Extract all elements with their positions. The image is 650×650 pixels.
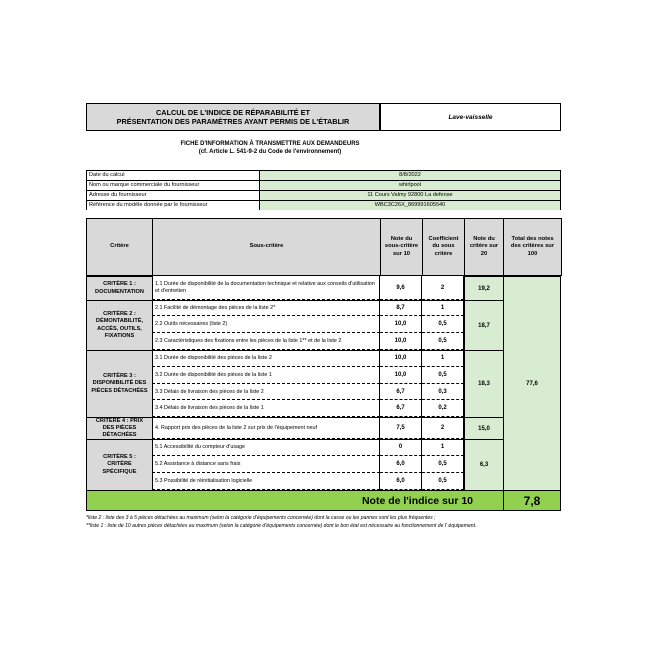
header-total-100: Total des notes des critères sur 100: [503, 218, 562, 276]
group-separator: [152, 417, 464, 418]
sub-criterion-note: 9,6: [380, 276, 422, 300]
sub-criterion-note: 6,0: [380, 473, 422, 490]
criterion-1: CRITÈRE 1 : DOCUMENTATION: [86, 276, 153, 301]
sub-criterion-coefficient: 0,5: [422, 333, 464, 350]
sub-criterion-coefficient: 0,5: [422, 473, 464, 490]
footnote-liste-2: *liste 2 : liste des 3 à 5 pièces détachées au maximum (selon la catégorie d'équipements concernée) dont la casse ou les pannes sont les plus fréquentes ;: [86, 515, 436, 521]
footnotes: [86, 514, 566, 530]
info-row: [86, 190, 561, 200]
sub-criterion-label: 2.2 Outils nécessaires (liste 2): [152, 316, 380, 333]
group-separator: [152, 439, 464, 440]
criterion-5: CRITÈRE 5 : CRITÈRE SPÉCIFIQUE: [86, 439, 153, 491]
sub-criterion-coefficient: 1: [422, 350, 464, 367]
sub-criterion-label: 2.3 Caractéristiques des fixations entre les pièces de la liste 1** et de la liste 2: [152, 333, 380, 350]
info-label: Nom ou marque commerciale du fournisseur: [86, 180, 260, 190]
report-title: [86, 103, 380, 131]
header-coefficient: Coefficient du sous critère: [422, 218, 465, 276]
sub-criterion-label: 3.4 Délais de livraison des pièces de la liste 1: [152, 400, 380, 417]
criterion-1-note-20: 19,2: [464, 276, 504, 301]
fiche-heading: [150, 140, 390, 156]
info-row: [86, 180, 561, 190]
sub-criterion-label: 3.1 Durée de disponibilité des pièces de la liste 2: [152, 350, 380, 367]
criterion-4: CRITÈRE 4 : PRIX DES PIÈCES DÉTACHÉES: [86, 417, 153, 440]
header-note-20: Note du critère sur 20: [464, 218, 504, 276]
sub-criterion-note: 6,7: [380, 384, 422, 400]
header-note-10: Note du sous-critère sur 10: [380, 218, 423, 276]
title-line-1: CALCUL DE L'INDICE DE RÉPARABILITÉ ET: [156, 108, 310, 117]
sub-criterion-coefficient: 0,2: [422, 400, 464, 417]
info-row: [86, 170, 561, 180]
fiche-line-1: FICHE D'INFORMATION À TRANSMETTRE AUX DEMANDEURS: [180, 141, 360, 147]
sub-criterion-note: 0: [380, 439, 422, 456]
sub-criterion-label: 3.2 Durée de disponibilité des pièces de la liste 1: [152, 367, 380, 384]
title-line-2: PRÉSENTATION DES PARAMÈTRES AYANT PERMIS DE L'ÉTABLIR: [116, 117, 350, 126]
info-label: Adresse du fournisseur: [86, 190, 260, 200]
criterion-3: CRITÈRE 3 : DISPONIBILITÉ DES PIÈCES DÉTACHÉES: [86, 350, 153, 418]
sub-criterion-coefficient: 0,5: [422, 367, 464, 384]
criterion-3-note-20: 18,3: [464, 350, 504, 418]
footnote-liste-1: **liste 1 : liste de 10 autres pièces détachées au maximum (selon la catégorie d'équipements concernée) dont le bon état est nécessaire au fonctionnement de l' équipement.: [86, 523, 477, 529]
sub-criterion-label: 5.3 Possibilité de réinitialisation logicielle: [152, 473, 380, 490]
sub-criterion-note: 10,0: [380, 367, 422, 384]
sub-criterion-label: 4. Rapport prix des pièces de la liste 2 sur prix de l'équipement neuf: [152, 417, 380, 439]
info-row: [86, 200, 561, 210]
total-score-100: 77,6: [503, 276, 561, 491]
sub-criterion-coefficient: 0,3: [422, 384, 464, 400]
info-label: Date du calcul: [86, 170, 260, 180]
fiche-line-2: (cf. Article L. 541-9-2 du Code de l'environnement): [198, 149, 342, 155]
info-label: Référence du modèle donnée par le fournisseur: [86, 200, 260, 210]
group-separator: [152, 350, 464, 351]
final-index-value: 7,8: [503, 490, 561, 511]
sub-criterion-coefficient: 0,5: [422, 316, 464, 333]
criterion-2: CRITÈRE 2 : DÉMONTABILITÉ, ACCÈS, OUTILS, FIXATIONS: [86, 300, 153, 351]
sub-criterion-label: 1.1 Durée de disponibilité de la documentation technique et relative aux conseils d'utilisation et d'entretien: [152, 276, 380, 300]
info-value: 11 Cours Valmy 92800 La defense: [260, 190, 561, 200]
sub-criterion-coefficient: 1: [422, 439, 464, 456]
sub-criterion-coefficient: 1: [422, 300, 464, 316]
info-value: whirlpool: [260, 180, 561, 190]
sub-criterion-coefficient: 0,5: [422, 456, 464, 473]
info-value: 8/8/2022: [260, 170, 561, 180]
sub-criterion-note: 6,7: [380, 400, 422, 417]
sub-criterion-note: 8,7: [380, 300, 422, 316]
sub-criterion-note: 10,0: [380, 350, 422, 367]
product-category: Lave-vaisselle: [380, 103, 561, 131]
criterion-4-note-20: 15,0: [464, 417, 504, 440]
sub-criterion-note: 10,0: [380, 316, 422, 333]
sub-criterion-note: 10,0: [380, 333, 422, 350]
repairability-table: [86, 218, 561, 511]
sub-criterion-coefficient: 2: [422, 276, 464, 300]
info-value: WBC3C26X_869991605540: [260, 200, 561, 210]
criterion-5-note-20: 6,3: [464, 439, 504, 491]
sub-criterion-label: 2.1 Facilité de démontage des pièces de la liste 2*: [152, 300, 380, 316]
sub-criterion-note: 7,5: [380, 417, 422, 439]
supplier-info-table: [86, 170, 561, 210]
criterion-2-note-20: 18,7: [464, 300, 504, 351]
header-sous-critere: Sous-critère: [152, 218, 381, 276]
sub-criterion-note: 6,0: [380, 456, 422, 473]
sub-criterion-label: 5.2 Assistance à distance sans frais: [152, 456, 380, 473]
group-separator: [152, 300, 464, 301]
sub-criterion-label: 3.3 Délais de livraison des pièces de la liste 2: [152, 384, 380, 400]
final-index-label: Note de l'indice sur 10: [86, 490, 504, 511]
sub-criterion-label: 5.1 Accessibilité du compteur d'usage: [152, 439, 380, 456]
sub-criterion-coefficient: 2: [422, 417, 464, 439]
header-critere: Critère: [86, 218, 153, 276]
